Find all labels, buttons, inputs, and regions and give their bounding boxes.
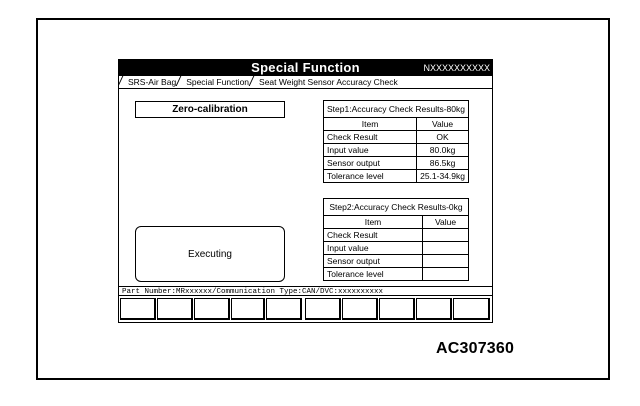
step2-results-table (323, 198, 469, 281)
row-item: Check Result (324, 229, 423, 242)
device-id: NXXXXXXXXXX (423, 63, 490, 73)
row-item: Tolerance level (324, 170, 417, 183)
column-header-item: Item (324, 118, 417, 131)
function-key-1[interactable] (120, 298, 156, 320)
breadcrumb (119, 76, 492, 89)
executing-status-box: Executing (135, 226, 285, 282)
row-item: Sensor output (324, 157, 417, 170)
column-header-item: Item (324, 216, 423, 229)
table-row (324, 131, 469, 144)
scan-tool-screen (118, 59, 493, 323)
breadcrumb-special-function[interactable]: Special Function (186, 77, 250, 87)
row-item: Tolerance level (324, 268, 423, 281)
row-item: Sensor output (324, 255, 423, 268)
row-value (423, 229, 469, 242)
table-row (324, 170, 469, 183)
row-value (423, 255, 469, 268)
table-row (324, 242, 469, 255)
function-key-7[interactable] (342, 298, 378, 320)
row-item: Input value (324, 242, 423, 255)
page-title: Special Function (251, 60, 360, 75)
table-row (324, 229, 469, 242)
row-value: OK (417, 131, 469, 144)
function-key-8[interactable] (379, 298, 415, 320)
function-key-5[interactable] (266, 298, 302, 320)
column-header-value: Value (423, 216, 469, 229)
function-key-6[interactable] (305, 298, 341, 320)
step1-caption: Step1:Accuracy Check Results-80kg (324, 101, 469, 118)
row-item: Check Result (324, 131, 417, 144)
step2-caption: Step2:Accuracy Check Results-0kg (324, 199, 469, 216)
title-bar (119, 60, 492, 76)
step1-results-table (323, 100, 469, 183)
table-row (324, 157, 469, 170)
table-row (324, 144, 469, 157)
breadcrumb-srs-air-bag[interactable]: SRS-Air Bag (128, 77, 177, 87)
row-value (423, 242, 469, 255)
function-key-4[interactable] (231, 298, 265, 320)
function-key-3[interactable] (194, 298, 230, 320)
status-bar: Part Number:MRxxxxxx/Communication Type:CAN/DVC:xxxxxxxxxx (119, 286, 492, 296)
function-key-10[interactable] (453, 298, 490, 320)
zero-calibration-button[interactable]: Zero-calibration (135, 101, 285, 118)
function-key-2[interactable] (157, 298, 193, 320)
column-header-value: Value (417, 118, 469, 131)
row-item: Input value (324, 144, 417, 157)
table-row (324, 255, 469, 268)
row-value: 80.0kg (417, 144, 469, 157)
row-value: 86.5kg (417, 157, 469, 170)
function-key-9[interactable] (416, 298, 452, 320)
row-value: 25.1-34.9kg (417, 170, 469, 183)
function-key-bar (119, 298, 492, 322)
figure-code: AC307360 (436, 340, 515, 357)
breadcrumb-current: Seat Weight Sensor Accuracy Check (259, 77, 398, 87)
table-row (324, 268, 469, 281)
row-value (423, 268, 469, 281)
